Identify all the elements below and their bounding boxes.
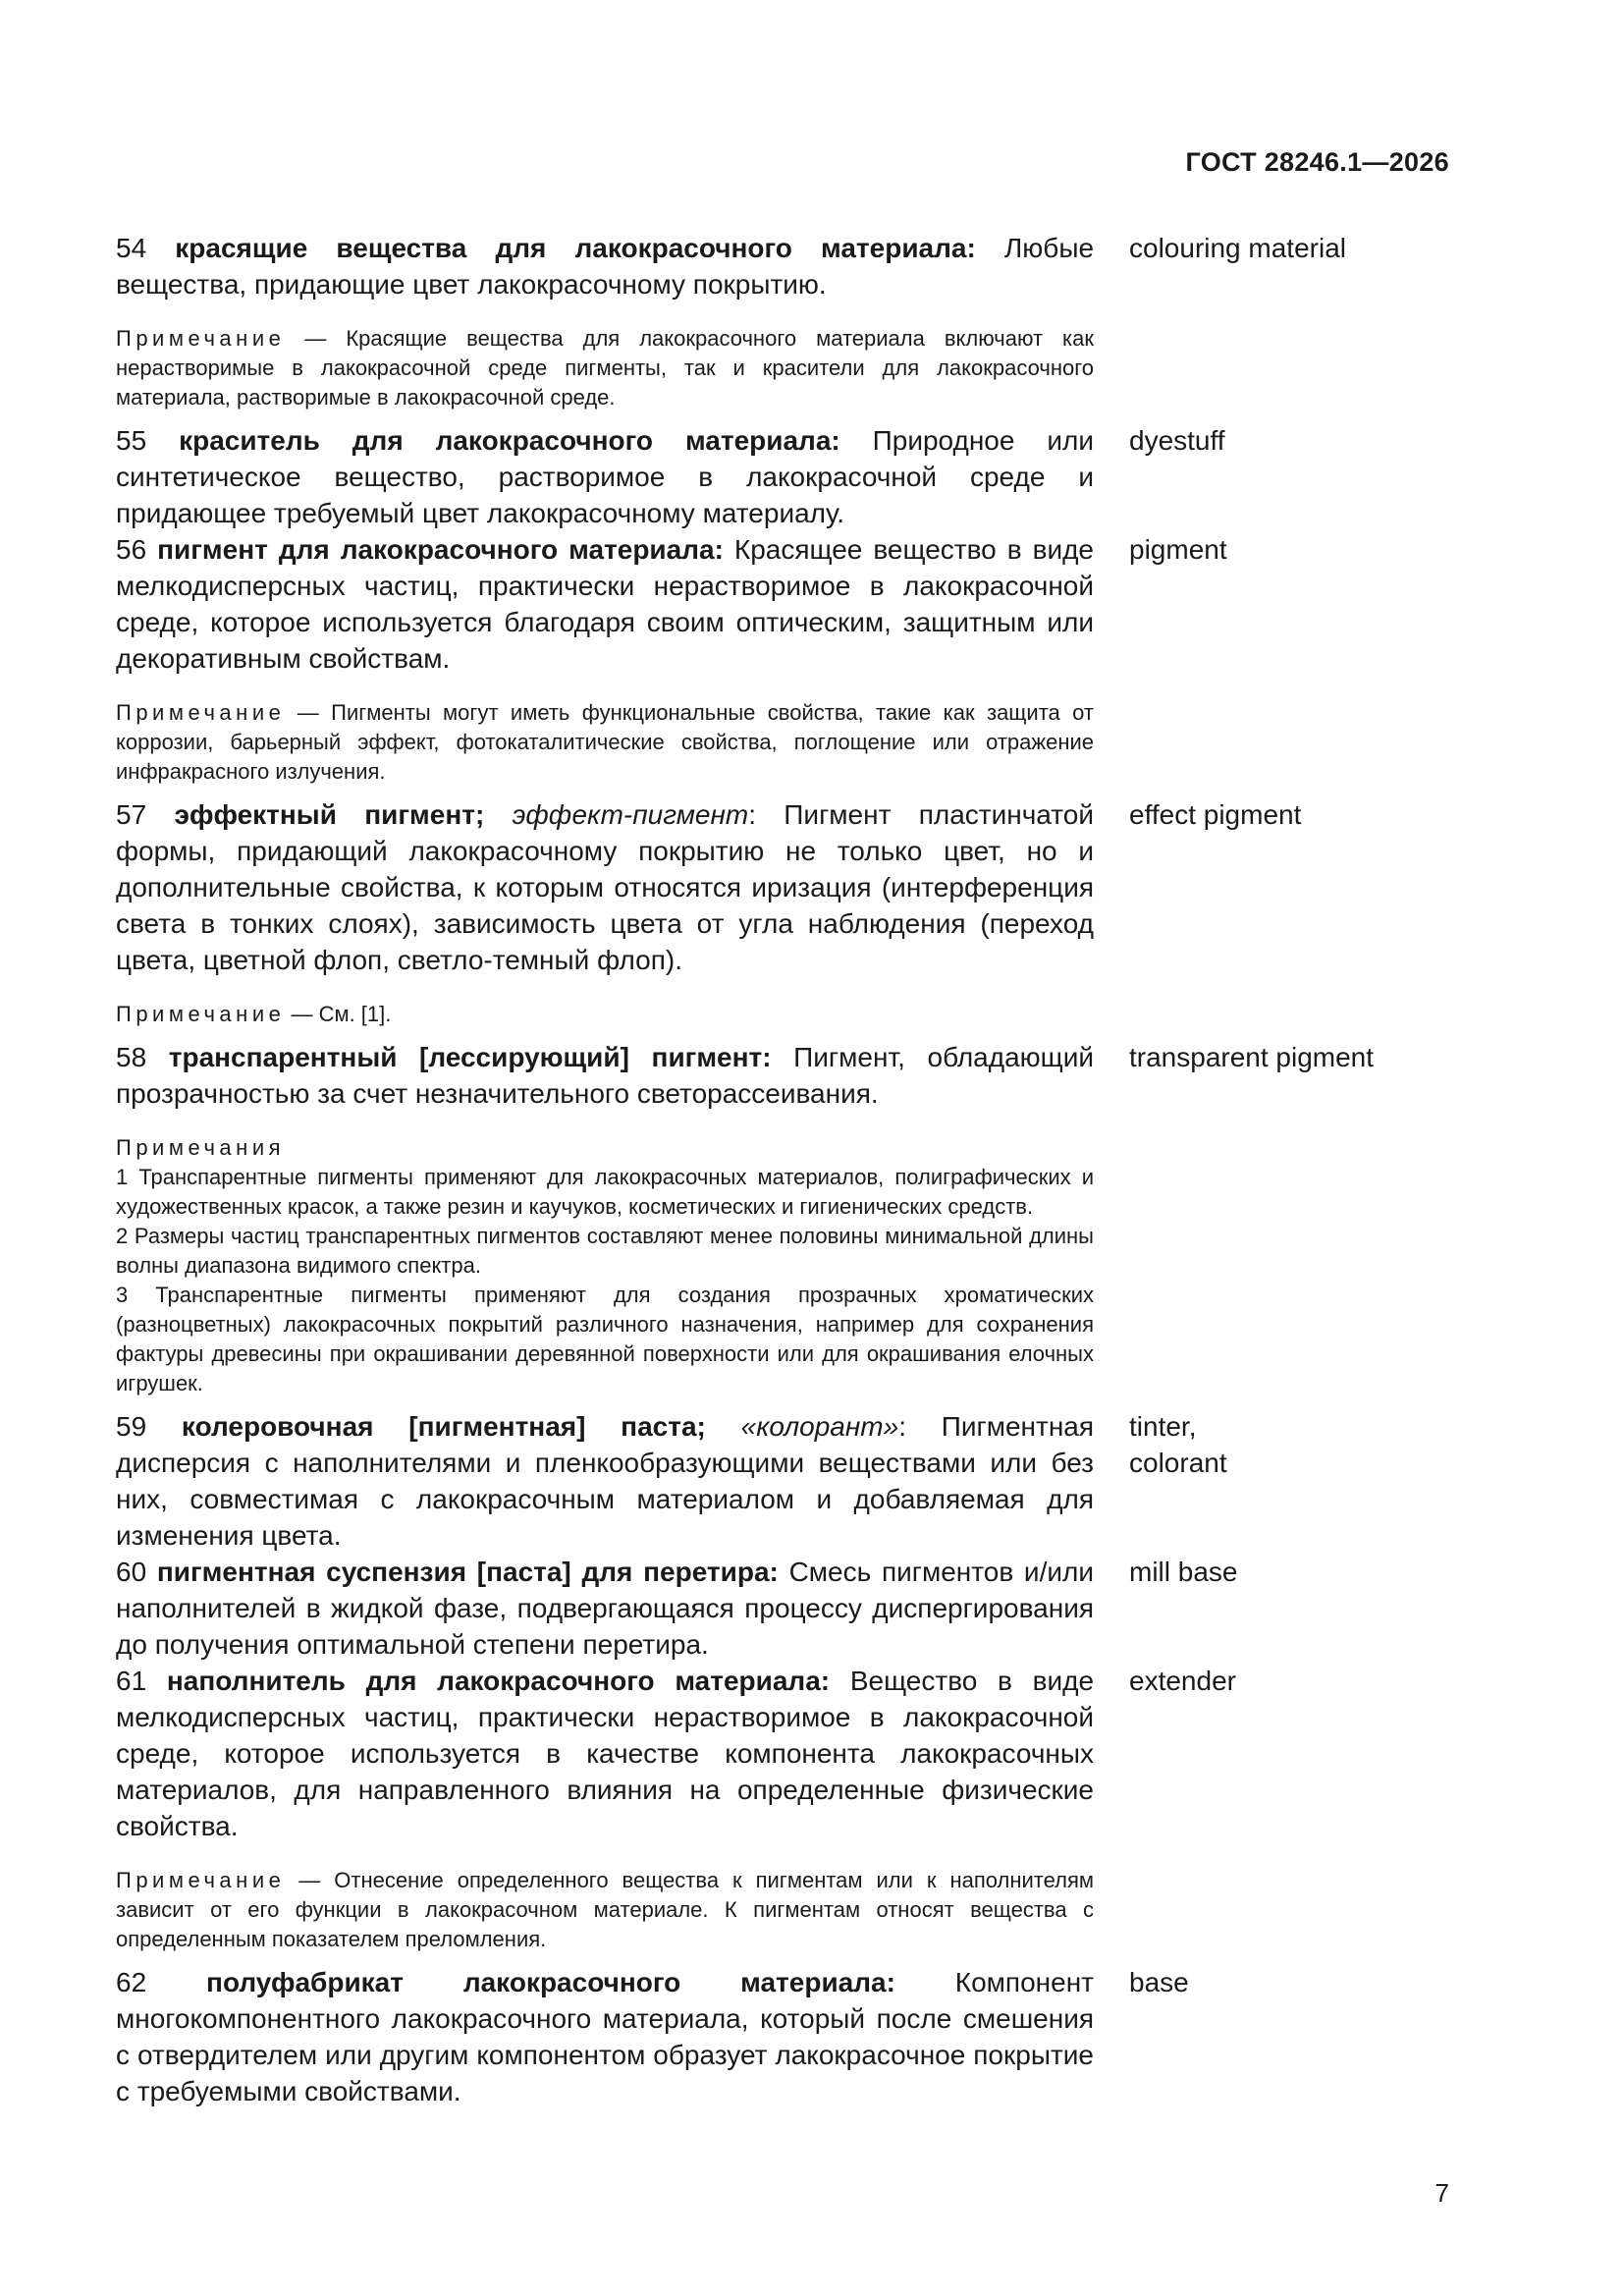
term-entry-57 <box>116 796 1510 1039</box>
definition-text: Природное или синтетическое вещество, растворимое в лакокрасочной среде и придающее требуемый цвет лакокрасочному материалу. <box>116 425 1094 528</box>
note-label: Примечание <box>116 1002 286 1026</box>
english-term: base <box>1129 1967 1189 1997</box>
document-code: ГОСТ 28246.1—2026 <box>1185 147 1449 177</box>
term-number: 57 <box>116 799 147 830</box>
term-title: пигмент для лакокрасочного материала: <box>157 534 724 565</box>
term-title: полуфабрикат лакокрасочного материала: <box>206 1967 895 1997</box>
note-item: 2 Размеры частиц транспарентных пигментов составляют менее половины минимальной длины волны диапазона видимого спектра. <box>116 1224 1094 1278</box>
english-term-2: colorant <box>1129 1448 1227 1478</box>
term-number: 59 <box>116 1411 147 1442</box>
note-label: Примечание <box>116 326 286 351</box>
notes <box>116 1133 1094 1398</box>
term-definition <box>116 230 1094 302</box>
english-term: transparent pigment <box>1129 1042 1375 1072</box>
term-number: 54 <box>116 233 147 263</box>
english-term: dyestuff <box>1129 425 1225 456</box>
english-term-1: tinter, <box>1129 1411 1197 1442</box>
term-definition <box>116 531 1094 677</box>
term-definition <box>116 1663 1094 1844</box>
term-entry-55 <box>116 422 1510 531</box>
term-entry-62 <box>116 1964 1510 2109</box>
note-text: — Пигменты могут иметь функциональные свойства, такие как защита от коррозии, барьерный эффект, фотокаталитические свойства, поглощение или отражение инфракрасного излучения. <box>116 700 1094 784</box>
notes-label: Примечания <box>116 1135 286 1160</box>
term-title: колеровочная [пигментная] паста; <box>181 1411 706 1442</box>
term-definition <box>116 1408 1094 1554</box>
term-definition <box>116 422 1094 531</box>
term-title: транспарентный [лессирующий] пигмент: <box>168 1042 772 1072</box>
term-number: 61 <box>116 1666 147 1696</box>
term-entry-61 <box>116 1663 1510 1964</box>
term-synonym: «колорант» <box>740 1411 899 1442</box>
term-definition <box>116 1964 1094 2109</box>
definition-text: : Пигментная дисперсия с наполнителями и пленкообразующими веществами или без них, совместимая с лакокрасочным материалом и добавляемая для изменения цвета. <box>116 1411 1095 1551</box>
terms-list <box>116 230 1510 2109</box>
note-item: 3 Транспарентные пигменты применяют для создания прозрачных хроматических (разноцветных) лакокрасочных покрытий различного назначения, например для сохранения фактуры древесины при окрашивании деревянной поверхности или для окрашивания елочных игрушек. <box>116 1283 1094 1395</box>
english-term: effect pigment <box>1129 799 1302 830</box>
note-item: 1 Транспарентные пигменты применяют для лакокрасочных материалов, полиграфических и художественных красок, а также резин и каучуков, косметических и гигиенических средств. <box>116 1165 1094 1219</box>
term-definition <box>116 1554 1094 1663</box>
note-text: — Красящие вещества для лакокрасочного материала включают как нерастворимые в лакокрасочной среде пигменты, так и красители для лакокрасочного материала, растворимые в лакокрасочной среде. <box>116 326 1094 410</box>
term-title: эффектный пигмент; <box>174 799 485 830</box>
term-title: пигментная суспензия [паста] для перетира: <box>156 1557 779 1587</box>
page-number: 7 <box>1434 2178 1449 2208</box>
english-term: mill base <box>1129 1557 1238 1587</box>
term-number: 60 <box>116 1557 147 1587</box>
definition-text: : Пигмент пластинчатой формы, придающий лакокрасочному покрытию не только цвет, но и дополнительные свойства, к которым относятся иризация (интерференция света в тонких слоях), зависимость цвета от угла наблюдения (переход цвета, цветной флоп, светло-темный флоп). <box>116 799 1094 975</box>
term-number: 62 <box>116 1967 147 1997</box>
term-entry-54 <box>116 230 1510 422</box>
definition-text: Любые вещества, придающие цвет лакокрасочному покрытию. <box>116 233 1095 300</box>
definition-text: Пигмент, обладающий прозрачностью за счет незначительного светорассеивания. <box>116 1042 1094 1109</box>
note-label: Примечание <box>116 1868 286 1892</box>
term-definition <box>116 1039 1094 1112</box>
note <box>116 698 1094 787</box>
term-entry-58 <box>116 1039 1510 1408</box>
note <box>116 324 1094 412</box>
english-term <box>1129 1408 1424 1481</box>
definition-text: Компонент многокомпонентного лакокрасочного материала, который после смешения с отвердителем или другим компонентом образует лакокрасочное покрытие с требуемыми свойствами. <box>116 1967 1094 2106</box>
term-title: краситель для лакокрасочного материала: <box>179 425 840 456</box>
term-number: 58 <box>116 1042 147 1072</box>
note <box>116 1000 1094 1029</box>
definition-text: Вещество в виде мелкодисперсных частиц, практически нерастворимое в лакокрасочной среде, которое используется в качестве компонента лакокрасочных материалов, для направленного влияния на определенные физические свойства. <box>116 1666 1095 1841</box>
definition-text: Красящее вещество в виде мелкодисперсных частиц, практически нерастворимое в лакокрасочной среде, которое используется благодаря своим оптическим, защитным или декоративным свойствам. <box>116 534 1095 674</box>
note-text: — См. [1]. <box>285 1002 392 1026</box>
term-title: наполнитель для лакокрасочного материала: <box>166 1666 831 1696</box>
english-term: colouring material <box>1129 233 1346 263</box>
note-label: Примечание <box>116 700 286 725</box>
term-entry-60 <box>116 1554 1510 1663</box>
term-definition <box>116 796 1094 978</box>
term-number: 56 <box>116 534 147 565</box>
term-entry-56 <box>116 531 1510 796</box>
term-number: 55 <box>116 425 147 456</box>
note <box>116 1866 1094 1954</box>
term-title: красящие вещества для лакокрасочного материала: <box>175 233 976 263</box>
definition-text: Смесь пигментов и/или наполнителей в жидкой фазе, подвергающаяся процессу диспергирования до получения оптимальной степени перетира. <box>116 1557 1094 1660</box>
english-term: pigment <box>1129 534 1227 565</box>
term-entry-59 <box>116 1408 1510 1554</box>
note-text: — Отнесение определенного вещества к пигментам или к наполнителям зависит от его функции в лакокрасочном материале. К пигментам относят вещества с определенным показателем преломления. <box>116 1868 1094 1951</box>
term-synonym: эффект-пигмент <box>512 799 749 830</box>
english-term: extender <box>1129 1666 1236 1696</box>
